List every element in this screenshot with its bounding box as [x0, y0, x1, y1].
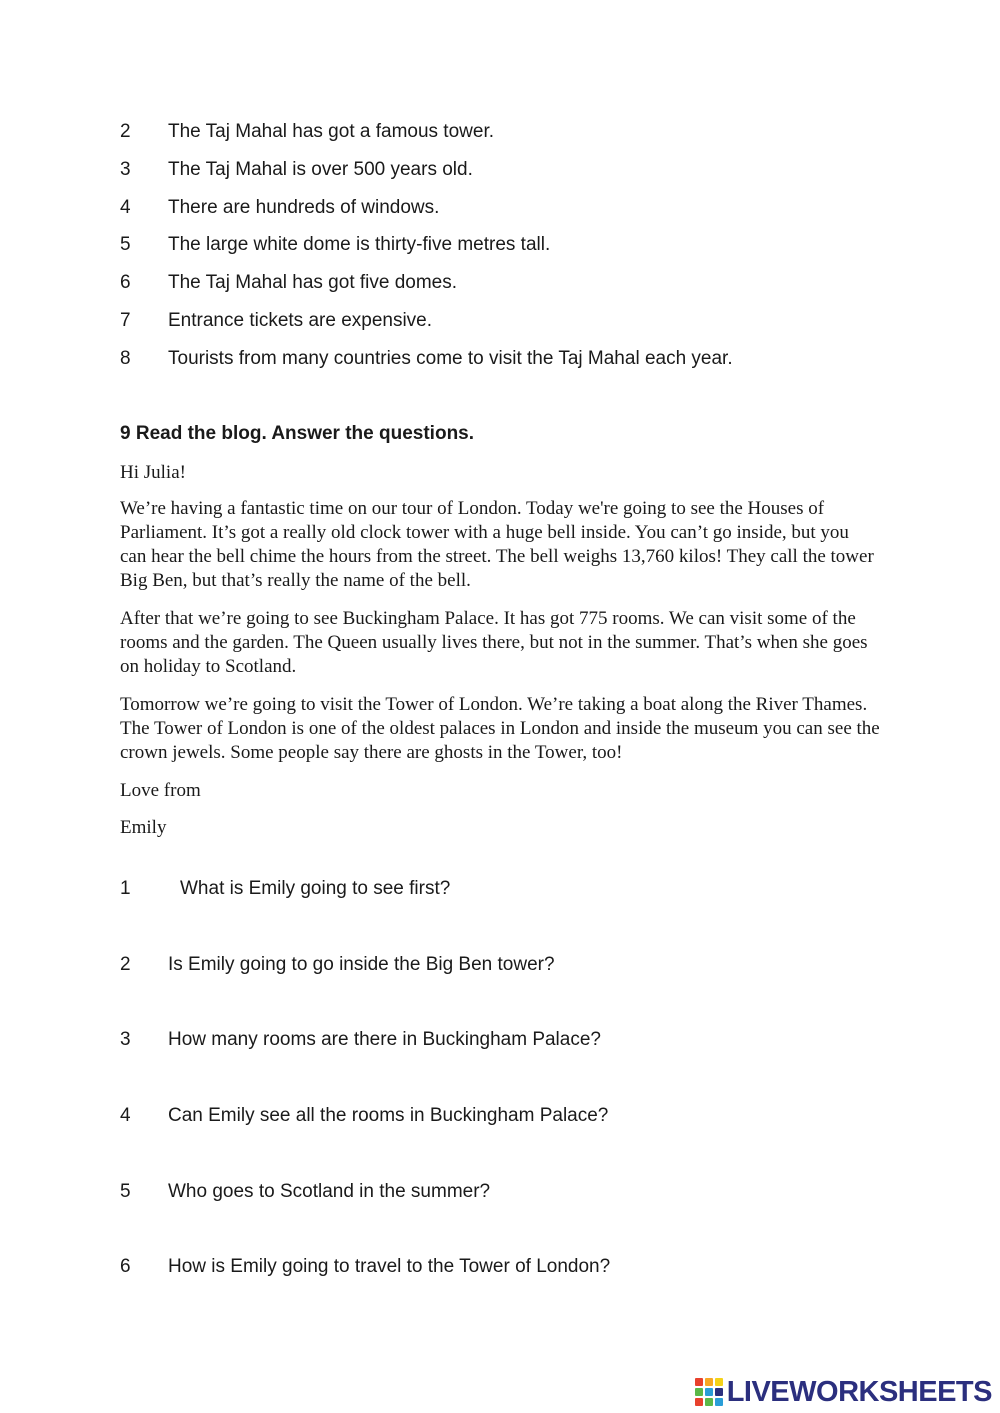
logo-cell — [705, 1388, 713, 1396]
question-text: Who goes to Scotland in the summer? — [168, 1181, 491, 1202]
statement-text: The Taj Mahal has got five domes. — [168, 272, 458, 293]
statement-number: 3 — [120, 159, 131, 180]
blog-paragraph: After that we’re going to see Buckingham Palace. It has got 775 rooms. We can visit some of the rooms and the garden. The Queen usually lives there, but not in the summer. That’s when she goes on holiday to Scotland. — [120, 608, 868, 677]
statement-number: 2 — [120, 121, 131, 142]
logo-cell — [695, 1388, 703, 1396]
statement-text: Tourists from many countries come to visit the Taj Mahal each year. — [168, 348, 733, 369]
question-text: Is Emily going to go inside the Big Ben tower? — [168, 954, 555, 975]
statement-number: 8 — [120, 348, 131, 369]
statement-text: The Taj Mahal is over 500 years old. — [168, 159, 473, 180]
logo-cell — [715, 1398, 723, 1406]
blog-greeting: Hi Julia! — [120, 462, 186, 483]
logo-cell — [715, 1388, 723, 1396]
logo-cell — [715, 1378, 723, 1386]
question-number: 4 — [120, 1105, 131, 1126]
question-text: What is Emily going to see first? — [180, 878, 451, 899]
liveworksheets-logo-icon — [695, 1378, 725, 1406]
statement-text: Entrance tickets are expensive. — [168, 310, 433, 331]
statement-number: 7 — [120, 310, 131, 331]
logo-cell — [705, 1398, 713, 1406]
statement-number: 4 — [120, 197, 131, 218]
question-number: 5 — [120, 1181, 131, 1202]
question-text: Can Emily see all the rooms in Buckingham Palace? — [168, 1105, 609, 1126]
question-number: 6 — [120, 1256, 131, 1277]
question-text: How many rooms are there in Buckingham Palace? — [168, 1029, 601, 1050]
logo-cell — [695, 1378, 703, 1386]
logo-cell — [705, 1378, 713, 1386]
liveworksheets-watermark — [695, 1377, 992, 1407]
blog-signature: Emily — [120, 817, 167, 838]
blog-paragraph: We’re having a fantastic time on our tour of London. Today we're going to see the Houses of Parliament. It’s got a really old clock tower with a huge bell inside. You can’t go inside, but you can hear the bell chime the hours from the street. The bell weighs 13,760 kilos! They call the tower Big Ben, but that’s really the name of the bell. — [120, 498, 874, 591]
section-heading: 9 Read the blog. Answer the questions. — [120, 423, 475, 444]
statement-text: The large white dome is thirty-five metres tall. — [168, 234, 551, 255]
question-number: 2 — [120, 954, 131, 975]
question-number: 3 — [120, 1029, 131, 1050]
statement-number: 6 — [120, 272, 131, 293]
blog-paragraph: Tomorrow we’re going to visit the Tower of London. We’re taking a boat along the River Thames. The Tower of London is one of the oldest palaces in London and inside the museum you can see the crown jewels. Some people say there are ghosts in the Tower, too! — [120, 694, 880, 763]
statement-number: 5 — [120, 234, 131, 255]
statement-text: The Taj Mahal has got a famous tower. — [168, 121, 494, 142]
question-text: How is Emily going to travel to the Tower of London? — [168, 1256, 611, 1277]
watermark-text: LIVEWORKSHEETS — [726, 1376, 992, 1408]
question-number: 1 — [120, 878, 131, 899]
statement-text: There are hundreds of windows. — [168, 197, 440, 218]
blog-signoff: Love from — [120, 780, 201, 801]
logo-cell — [695, 1398, 703, 1406]
